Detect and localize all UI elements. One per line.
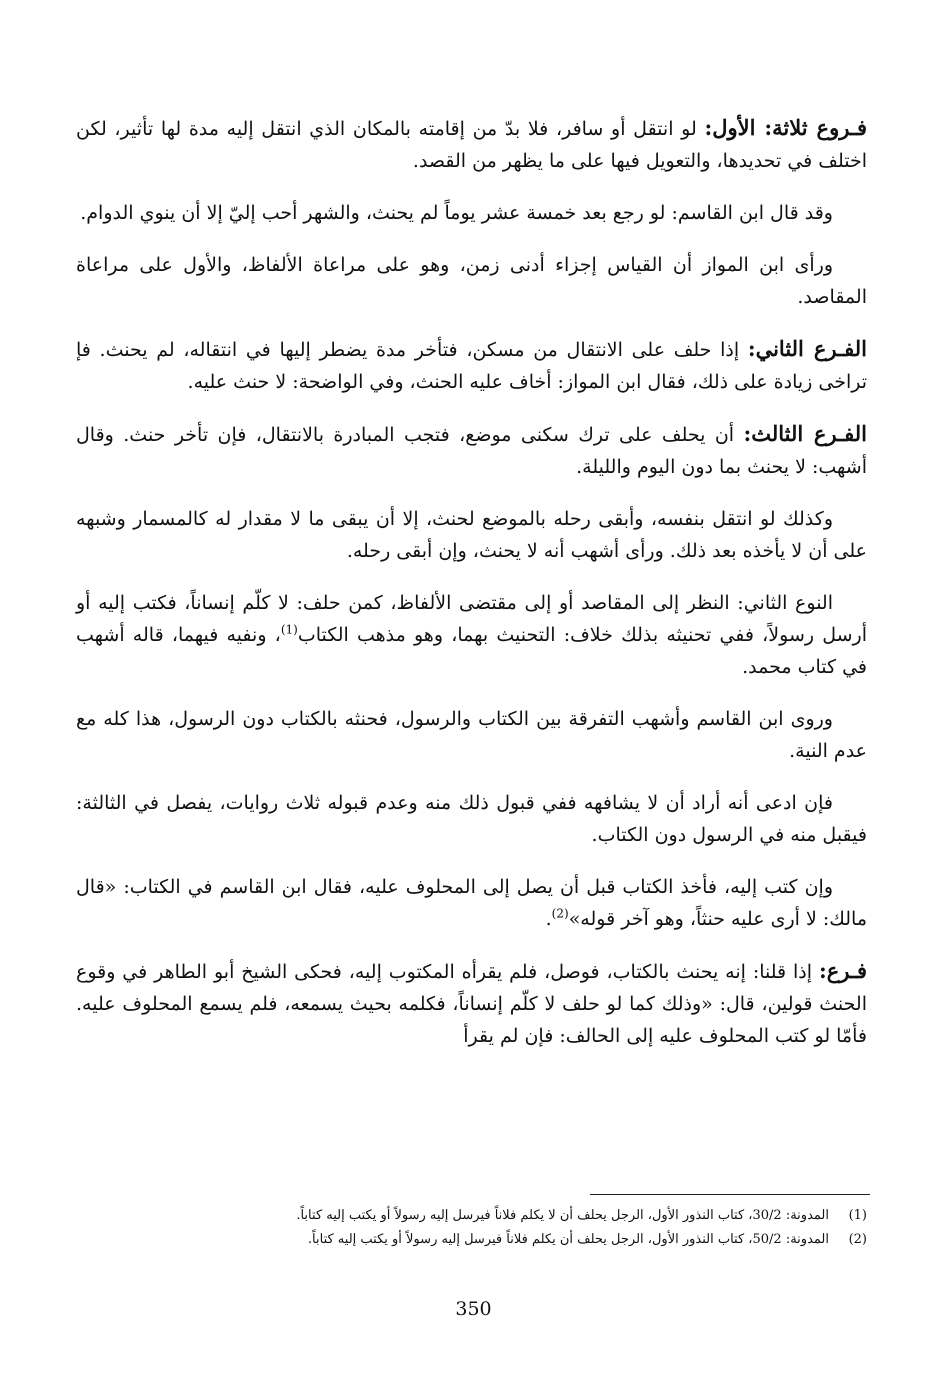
- footnote-number: (2): [848, 1232, 867, 1247]
- paragraph-7: [76, 587, 867, 683]
- footnote-ref-1: (1): [280, 622, 298, 637]
- paragraph-text: إذا حلف على الانتقال من مسكن، فتأخر مدة يضطر إليها في انتقاله، لم يحنث. فإ تراخى زيادة على ذلك، فقال ابن المواز: أخاف عليه الحنث، وفي الواضحة: لا حنث عليه.: [76, 339, 867, 393]
- section-heading: الفـرع الثاني:: [747, 336, 867, 361]
- paragraph-text: وروى ابن القاسم وأشهب التفرقة بين الكتاب والرسول، فحنثه بالكتاب دون الرسول، هذا كله مع عدم النية.: [76, 708, 867, 762]
- page-number: 350: [455, 1298, 492, 1320]
- footnote-1: [77, 1204, 867, 1228]
- footnote-number: (1): [848, 1208, 867, 1223]
- paragraph-text: النوع الثاني: النظر إلى المقاصد أو إلى مقتضى الألفاظ، كمن حلف: لا كلّم إنساناً، فكتب إليه أو أرسل رسولاً، ففي تحنيثه بذلك خلاف: التحنيث بهما، وهو مذهب الكتاب: [76, 592, 867, 646]
- section-heading: الفـرع الثالث:: [743, 421, 867, 446]
- paragraph-8: [76, 703, 867, 767]
- paragraph-4: [76, 333, 867, 398]
- footnote-text: المدونة: 30/2، كتاب النذور الأول، الرجل يحلف أن لا يكلم فلاناً فيرسل إليه رسولاً أو يكتب إليه كتاباً.: [296, 1208, 829, 1223]
- section-heading: فـروع ثلاثة: الأول:: [704, 115, 868, 140]
- paragraph-text: فإن ادعى أنه أراد أن لا يشافهه ففي قبول ذلك منه وعدم قبوله ثلاث روايات، يفصل في الثالثة: فيقبل منه في الرسول دون الكتاب.: [76, 792, 867, 846]
- paragraph-text: .: [545, 908, 552, 930]
- footnotes: [77, 1204, 867, 1252]
- paragraph-text: وكذلك لو انتقل بنفسه، وأبقى رحله بالموضع لحنث، إلا أن يبقى ما لا مقدار له كالمسمار وشبهه على أن لا يأخذه بعد ذلك. ورأى أشهب أنه لا يحنث، وإن أبقى رحله.: [76, 508, 867, 562]
- paragraph-text: ، ونفيه فيهما، قاله أشهب في كتاب محمد.: [76, 624, 867, 678]
- paragraph-11: [76, 955, 867, 1052]
- paragraph-6: [76, 503, 867, 567]
- paragraph-2: [76, 197, 867, 229]
- paragraph-text: لو انتقل أو سافر، فلا بدّ من إقامته بالمكان الذي انتقل إليه مدة لها تأثير، لكن اختلف في تحديدها، والتعويل فيها على ما يظهر من القصد.: [76, 118, 867, 172]
- footnote-2: [77, 1228, 867, 1252]
- paragraph-5: [76, 418, 867, 483]
- section-heading: فـرع:: [818, 958, 867, 983]
- paragraph-3: [76, 249, 867, 313]
- footnote-text: المدونة: 50/2، كتاب النذور الأول، الرجل يحلف أن يكلم فلاناً فيرسل إليه رسولاً أو يكتب إليه كتاباً.: [307, 1232, 829, 1247]
- paragraph-text: ورأى ابن المواز أن القياس إجزاء أدنى زمن، وهو على مراعاة الألفاظ، والأول على مراعاة المقاصد.: [76, 254, 867, 308]
- paragraph-1: [76, 112, 867, 177]
- footnote-ref-2: (2): [551, 906, 569, 921]
- paragraph-text: أن يحلف على ترك سكنى موضع، فتجب المبادرة بالانتقال، فإن تأخر حنث. وقال أشهب: لا يحنث بما دون اليوم والليلة.: [76, 424, 867, 478]
- paragraph-text: وإن كتب إليه، فأخذ الكتاب قبل أن يصل إلى المحلوف عليه، فقال ابن القاسم في الكتاب: «قال مالك: لا أرى عليه حنثاً، وهو آخر قوله»: [76, 876, 867, 930]
- paragraph-text: إذا قلنا: إنه يحنث بالكتاب، فوصل، فلم يقرأه المكتوب إليه، فحكى الشيخ أبو الطاهر في وقوع الحنث قولين، قال: «وذلك كما لو حلف لا كلّم إنساناً، فكلمه بحيث يسمعه، فلم يسمع المحلوف عليه. فأمّا لو كتب المحلوف عليه إلى الحالف: فإن لم يقرأ: [76, 961, 867, 1047]
- paragraph-10: [76, 871, 867, 935]
- paragraph-9: [76, 787, 867, 851]
- body-text: [76, 112, 867, 1052]
- paragraph-text: وقد قال ابن القاسم: لو رجع بعد خمسة عشر يوماً لم يحنث، والشهر أحب إليّ إلا أن ينوي الدوام.: [80, 202, 833, 224]
- footnote-divider: [590, 1194, 870, 1195]
